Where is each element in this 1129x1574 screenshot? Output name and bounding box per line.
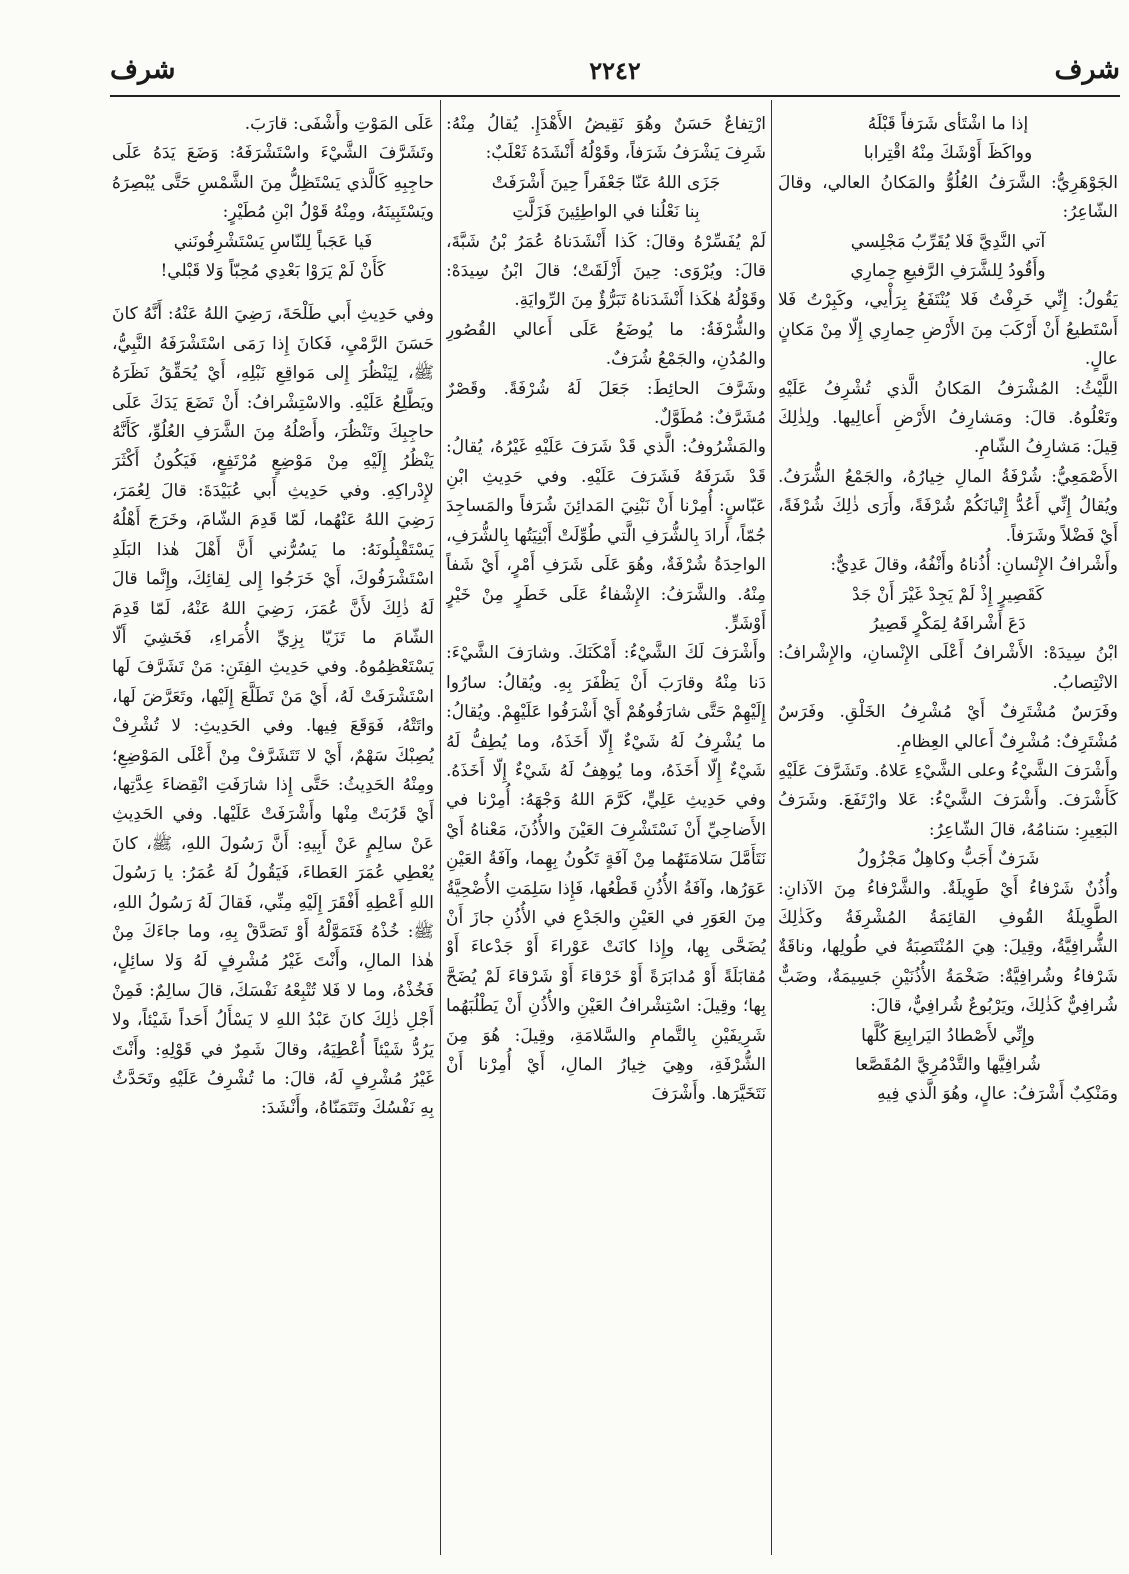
headword-right: شرف bbox=[1054, 54, 1120, 85]
verse-line: كَأَنْ لَمْ يَرَوْا بَعْدِي مُحِبّاً وَلا قَبْلي! bbox=[160, 261, 386, 282]
middle-column bbox=[446, 110, 766, 1555]
verse-line: شَرَفٌ أَجَبُّ وكاهِلٌ مَجْزُولُ bbox=[856, 849, 1040, 870]
paragraph: الأَصْمَعِيُّ: شُرْفَةُ المالِ خِيارُهُ، والجَمْعُ الشُّرَفُ. ويُقالُ إِنِّي أَعُدُّ إِتْيانَكُمْ شُرْفَةً، وأَرَى ذٰلِكَ شُرْفَةً، أَيْ فَضْلاً وشَرَفاً. bbox=[778, 466, 1118, 546]
verse-line: شُرافِيَّها والتَّدْمُرِيَّ المُقَصَّعا bbox=[855, 1055, 1041, 1075]
verse-line: جَزَى اللهُ عَنّا جَعْفَراً حِينَ أَشْرَفَتْ bbox=[491, 172, 721, 193]
paragraph: وتَشَرَّفَ الشَّيْءَ واسْتَشْرَفَهُ: وَضَعَ يَدَهُ عَلَى حاجِبِهِ كَالَّذي يَسْتَظِلُّ مِنَ الشَّمْسِ حَتَّى يُبْصِرَهُ ويَسْتَبِينَهُ، ومِنْهُ قَوْلُ ابْنِ مُطَيْرٍ: bbox=[112, 143, 434, 223]
right-column bbox=[778, 110, 1118, 1555]
page-header bbox=[110, 54, 1120, 96]
paragraph: ارْتِفاعٌ حَسَنٌ وهُوَ نَقِيضُ الأَهْدَإِ. يُقالُ مِنْهُ: شَرِفَ يَشْرَفُ شَرَفاً، وقَوْلُهُ أَنْشَدَهُ ثَعْلَبٌ: bbox=[446, 114, 766, 164]
paragraph: ومَنْكِبٌ أَشْرَفُ: عالٍ، وهُوَ الَّذي فِيهِ bbox=[877, 1084, 1118, 1105]
column-divider bbox=[440, 100, 441, 1555]
paragraph: وفي حَدِيثِ أَبي طَلْحَةَ، رَضِيَ اللهُ عَنْهُ: أَنَّهُ كانَ حَسَنَ الرَّمْيِ، فَكانَ إِذا رَمَى اسْتَشْرَفَهُ النَّبِيُّ، ﷺ، لِيَنْظُرَ إِلى مَواقِعِ نَبْلِهِ، أَيْ يُحَقِّقُ نَظَرَهُ ويَطَّلِعُ عَلَيْهِ. والاسْتِشْرافُ: أَنْ تَضَعَ يَدَكَ عَلَى حاجِبِكَ وتَنْظُرَ، وأَصْلُهُ مِنَ الشَّرَفِ العُلُوِّ، كَأَنَّهُ يَنْظُرُ إِلَيْهِ مِنْ مَوْضِعٍ مُرْتَفِعٍ، فَيَكُونُ أَكْثَرَ لإِدْراكِهِ. وفي حَدِيثِ أَبي عُبَيْدَةَ: قالَ لِعُمَرَ، رَضِيَ اللهُ عَنْهُما، لَمّا قَدِمَ الشّامَ، وخَرَجَ أَهْلُهُ يَسْتَقْبِلُونَهُ: ما يَسُرُّني أَنَّ أَهْلَ هٰذا البَلَدِ اسْتَشْرَفُوكَ، أَيْ خَرَجُوا إِلى لِقائِكَ، وإِنَّما قالَ لَهُ ذٰلِكَ لأَنَّ عُمَرَ، رَضِيَ اللهُ عَنْهُ، لَمّا قَدِمَ الشّامَ ما تَزَيّا بِزِيِّ الأُمَراءِ، فَخَشِيَ أَلّا يَسْتَعْظِمُوهُ. وفي حَدِيثِ الفِتَنِ: مَنْ تَشَرَّفَ لَها اسْتَشْرَفَتْ لَهُ، أَيْ مَنْ تَطَلَّعَ إِلَيْها، وتَعَرَّضَ لَها، واتَتْهُ، فَوَقَعَ فِيها. وفي الحَدِيثِ: لا تُشْرِفْ يُصِبْكَ سَهْمٌ، أَيْ لا تَتَشَرَّفْ مِنْ أَعْلَى المَوْضِعِ؛ ومِنْهُ الحَدِيثُ: حَتَّى إِذا شارَفَتِ انْقِضاءَ عِدَّتِها، أَيْ قَرُبَتْ مِنْها وأَشْرَفَتْ عَلَيْها. وفي الحَدِيثِ عَنْ سالِمٍ عَنْ أَبِيهِ: أَنَّ رَسُولَ اللهِ، ﷺ، كانَ يُعْطِي عُمَرَ العَطاءَ، فَيَقُولُ لَهُ عُمَرُ: يا رَسُولَ اللهِ أَعْطِهِ أَفْقَرَ إِلَيْهِ مِنِّي، فَقالَ لَهُ رَسُولُ اللهِ، ﷺ: خُذْهُ فَتَمَوَّلْهُ أَوْ تَصَدَّقْ بِهِ، وما جاءَكَ مِنْ هٰذا المالِ، وأَنْتَ غَيْرُ مُشْرِفٍ لَهُ وَلا سائِلٍ، فَخُذْهُ، وما لا فَلا تُتْبِعْهُ نَفْسَكَ، قالَ سالِمٌ: فَمِنْ أَجْلِ ذٰلِكَ كانَ عَبْدُ اللهِ لا يَسْأَلُ أَحَداً شَيْئاً، ولا يَرُدُّ شَيْئاً أُعْطِيَهُ، وقالَ شَمِرٌ في قَوْلِهِ: وأَنْتَ غَيْرُ مُشْرِفٍ لَهُ، قالَ: ما تُشْرِفُ عَلَيْهِ وتَحَدَّثُ بِهِ نَفْسُكَ وتَتَمَنّاهُ، وأَنْشَدَ: bbox=[112, 304, 434, 1119]
paragraph: اللَّيْثُ: المُشْرَفُ المَكانُ الَّذي تُشْرِفُ عَلَيْهِ وتَعْلُوهُ. قالَ: ومَشارِفُ الأَرْضِ أَعالِيها. ولِذٰلِكَ قِيلَ: مَشارِفُ الشّامِ. bbox=[778, 378, 1118, 458]
paragraph: وأَشْرَفَ الشَّيْءُ وعلى الشَّيْءِ عَلاهُ. وتَشَرَّفَ عَلَيْهِ كَأَشْرَفَ. وأَشْرَفَ الشَّيْءُ: عَلا وارْتَفَعَ. وشَرَفُ البَعِيرِ: سَنامُهُ، قالَ الشّاعِرُ: bbox=[778, 760, 1118, 840]
verse-line: إذا ما اشْتَأى شَرَفاً قَبْلَهُ bbox=[867, 114, 1029, 134]
paragraph: عَلَى المَوْتِ وأَشْفَى: قارَبَ. bbox=[244, 114, 434, 134]
paragraph: وشَرَّفَ الحائِطَ: جَعَلَ لَهُ شُرْفَةً. وقَصْرٌ مُشَرَّفٌ: مُطَوَّلٌ. bbox=[446, 378, 766, 429]
verse-line: وواكَظَ أَوْشَكَ مِنْهُ اقْتِرابا bbox=[863, 143, 1033, 164]
paragraph: وفَرَسٌ مُشْتَرِفٌ أَيْ مُشْرِفُ الخَلْقِ. وفَرَسٌ مُشْتَرِفٌ: مُشْرِفٌ أَعالي العِظامِ. bbox=[778, 702, 1118, 752]
spacer bbox=[112, 286, 434, 300]
paragraph: والمَشْرُوفُ: الَّذي قَدْ شَرَفَ عَلَيْهِ غَيْرُهُ، يُقالُ: قَدْ شَرَفَهُ فَشَرَفَ عَلَيْهِ. وفي حَدِيثِ ابْنِ عَبّاسٍ: أُمِرْنا أَنْ نَبْنِيَ المَدائِنَ شُرَفاً والمَساجِدَ جُمّاً، أَرادَ بِالشُّرَفِ الَّتي طُوِّلَتْ أَبْنِيَتُها بِالشُّرَفِ، الواحِدَةُ شُرْفَةٌ، وهُوَ عَلَى شَرَفِ أَمْرٍ، أَيْ شَفاً مِنْهُ. والشَّرَفُ: الإِشْفاءُ عَلَى خَطَرٍ مِنْ خَيْرٍ أَوْشَرٍّ. bbox=[446, 437, 766, 634]
paragraph: ابْنُ سِيدَهْ: الأَشْرافُ أَعْلَى الإِنْسانِ، والإِشْرافُ: الانْتِصابُ. bbox=[778, 643, 1118, 693]
paragraph: لَمْ يُفَسِّرْهُ وقالَ: كَذا أَنْشَدَناهُ عُمَرُ بْنُ شَبَّةَ، قالَ: ويُرْوَى: حِينَ أَزْلَقَتْ؛ قالَ ابْنُ سِيدَهْ: وقَوْلُهُ هٰكَذا أَنْشَدَناهُ تَبَرُّؤٌ مِنَ الرِّوايَةِ. bbox=[446, 231, 766, 311]
paragraph: وأَشْرافُ الإِنْسانِ: أُذُناهُ وأَنْفُهُ، وقالَ عَدِيٌّ: bbox=[830, 555, 1118, 576]
left-column bbox=[112, 110, 434, 1555]
paragraph: وأُذُنٌ شَرْفاءُ أَيْ طَوِيلَةٌ. والشَّرْفاءُ مِنَ الآذانِ: الطَّوِيلَةُ القُوفِ القائِمَةُ المُشْرِفَةُ وكَذٰلِكَ الشُّرافِيَّةُ، وقِيلَ: هِيَ المُنْتَصِبَةُ في طُولِها، وناقَةٌ شَرْفاءُ وشُرافِيَّةٌ: ضَخْمَةُ الأُذُنَيْنِ جَسِيمَةٌ، وضَبٌّ شُرافِيٌّ كَذٰلِكَ، ويَرْبُوعٌ شُرافِيٌّ، قالَ: bbox=[778, 878, 1118, 1017]
verse-line: وإِنِّي لأَصْطادُ اليَرابِيعَ كُلَّها bbox=[861, 1025, 1035, 1046]
verse-line: بِنا نَعْلُنا في الواطِئِينَ فَزَلَّتِ bbox=[512, 202, 700, 223]
verse-line: آتي النَّدِيَّ فَلا يُقَرِّبُ مَجْلِسي bbox=[850, 231, 1046, 252]
paragraph: والشُّرْفَةُ: ما يُوضَعُ عَلَى أَعالي القُصُورِ والمُدُنِ، والجَمْعُ شُرَفٌ. bbox=[446, 319, 766, 370]
verse-line: فَيا عَجَباً لِلنّاسِ يَسْتَشْرِفُونَني bbox=[173, 231, 373, 252]
paragraph: الجَوْهَرِيُّ: الشَّرَفُ العُلُوُّ والمَكانُ العالي، وقالَ الشّاعِرُ: bbox=[778, 172, 1118, 223]
page-number: ٢٢٤٢ bbox=[589, 56, 641, 85]
paragraph: يَقُولُ: إِنِّي خَرِفْتُ فَلا يُنْتَفَعُ بِرَأْيي، وكَبِرْتُ فَلا أَسْتَطيعُ أَنْ أَرْكَبَ مِنَ الأَرْضِ حِمارِي إِلّا مِنْ مَكانٍ عالٍ. bbox=[778, 290, 1118, 370]
paragraph: وأَشْرَفَ لَكَ الشَّيْءُ: أَمْكَنَكَ. وشارَفَ الشَّيْءَ: دَنا مِنْهُ وقارَبَ أَنْ يَظْفَرَ بِهِ. ويُقالُ: سارُوا إِلَيْهِمْ حَتَّى شارَفُوهُمْ أَيْ أَشْرَفُوا عَلَيْهِمْ. ويُقالُ: ما يُشْرِفُ لَهُ شَيْءٌ إِلّا أَخَذَهُ، وما يُطِفُّ لَهُ شَيْءٌ إِلّا أَخَذَهُ، وما يُوهِفُ لَهُ شَيْءٌ إِلّا أَخَذَهُ. وفي حَدِيثِ عَلِيٍّ، كَرَّمَ اللهُ وَجْهَهُ: أُمِرْنا في الأَضاحِيِّ أَنْ نَسْتَشْرِفَ العَيْنَ والأُذُنَ، مَعْناهُ أَيْ نَتَأَمَّلَ سَلامَتَهُما مِنْ آفَةٍ تَكُونُ بِهِما، وآفَةُ العَيْنِ عَوَرُها، وآفَةُ الأُذُنِ قَطْعُها، فَإِذا سَلِمَتِ الأُضْحِيَّةُ مِنَ العَوَرِ في العَيْنِ والجَدْعِ في الأُذُنِ جازَ أَنْ يُضَحَّى بِها، وإِذا كانَتْ عَوْراءَ أَوْ جَدْعاءَ أَوْ مُقابَلَةً أَوْ مُدابَرَةً أَوْ خَرْقاءَ أَوْ شَرْقاءَ لَمْ يُضَحَّ بِها؛ وقِيلَ: اسْتِشْرافُ العَيْنِ والأُذُنِ أَنْ يَطْلُبَهُما شَرِيفَيْنِ بِالتَّمامِ والسَّلامَةِ، وقِيلَ: هُوَ مِنَ الشُّرْفَةِ، وهِيَ خِيارُ المالِ، أَيْ أُمِرْنا أَنْ نَتَخَيَّرَها. وأَشْرَفَ bbox=[446, 643, 766, 1105]
headword-left: شرف bbox=[110, 54, 176, 85]
verse-line: كَقَصِيرٍ إِذْ لَمْ يَجِدْ غَيْرَ أَنْ جَدْ bbox=[852, 584, 1044, 605]
header-rule bbox=[110, 95, 1120, 97]
column-divider bbox=[771, 100, 772, 1555]
verse-line: دَعَ أَشْرافَهُ لِمَكْرٍ قَصِيرُ bbox=[870, 613, 1026, 634]
verse-line: وأَقُودُ لِلشَّرَفِ الرَّفيعِ حِمارِي bbox=[850, 261, 1046, 282]
